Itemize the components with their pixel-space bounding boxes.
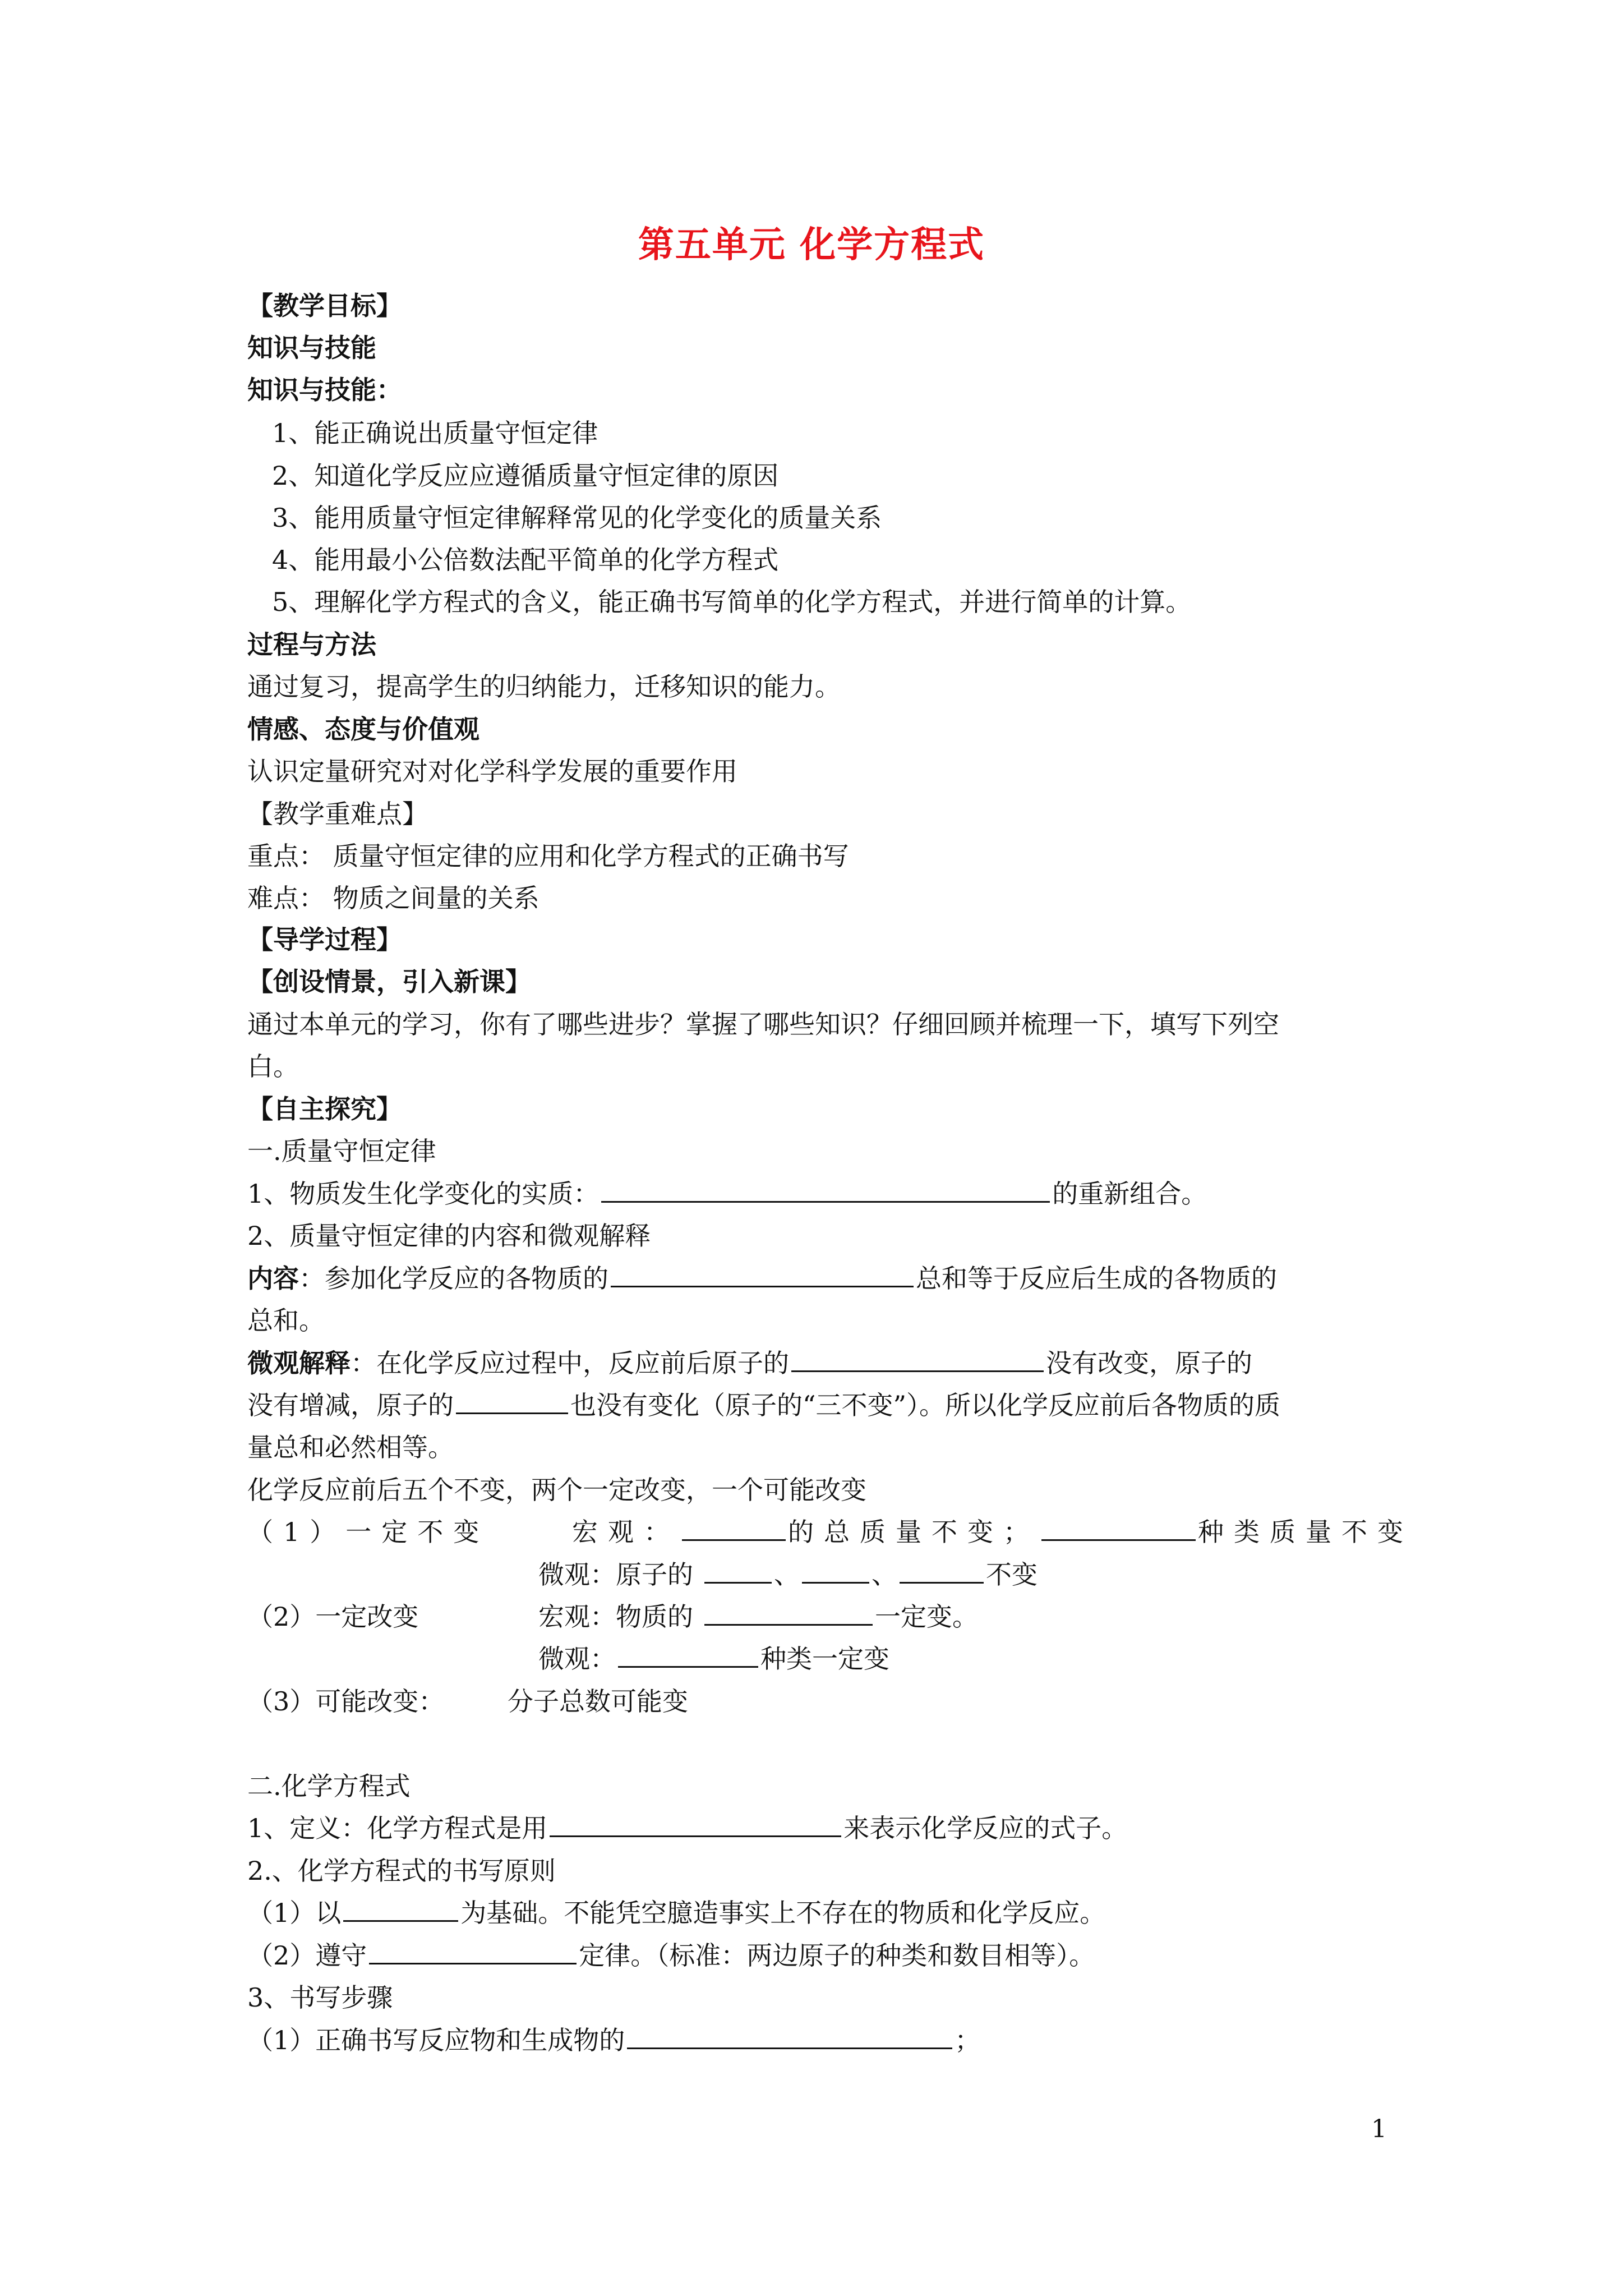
changed-label: （2）一定改变: [247, 1602, 419, 1632]
unchanged-macro: [572, 1515, 1413, 1549]
essence-prefix: 1、物质发生化学变化的实质：: [247, 1179, 600, 1209]
key-point: 重点： 质量守恒定律的应用和化学方程式的正确书写: [247, 841, 849, 871]
answer-blank[interactable]: [704, 1559, 772, 1584]
micro-line-3: 量总和必然相等。: [247, 1432, 454, 1462]
content-prefix: ：参加化学反应的各物质的: [299, 1263, 608, 1294]
section2-heading: 二.化学方程式: [247, 1771, 411, 1801]
answer-blank[interactable]: [550, 1813, 841, 1837]
intro-heading: 【创设情景，引入新课】: [247, 967, 531, 997]
essence-line: [247, 1177, 1207, 1211]
step-1: [247, 2023, 980, 2057]
content-line-cont: 总和。: [247, 1305, 325, 1336]
micro-prefix: ：在化学反应过程中，反应前后原子的: [351, 1348, 789, 1378]
definition-line: [247, 1811, 1127, 1845]
goal-item: 1、能正确说出质量守恒定律: [272, 418, 598, 448]
goal-item: 2、知道化学反应应遵循质量守恒定律的原因: [272, 461, 779, 491]
answer-blank[interactable]: [791, 1348, 1044, 1372]
separator: 、: [774, 1559, 800, 1590]
key-points-heading: 【教学重难点】: [247, 799, 428, 829]
answer-blank[interactable]: [369, 1940, 577, 1964]
knowledge-heading: 知识与技能: [247, 333, 376, 363]
answer-blank[interactable]: [900, 1559, 984, 1584]
principle-2: [247, 1939, 1095, 1972]
content-line: [247, 1262, 1277, 1295]
knowledge-heading-colon: 知识与技能：: [247, 375, 402, 405]
goal-item: 5、理解化学方程式的含义，能正确书写简单的化学方程式，并进行简单的计算。: [272, 587, 1192, 617]
micro-suffix: 没有改变，原子的: [1046, 1348, 1252, 1378]
principle-1-prefix: （1）以: [247, 1898, 342, 1928]
essence-suffix: 的重新组合。: [1052, 1179, 1207, 1209]
definition-suffix: 来表示化学反应的式子。: [843, 1813, 1128, 1843]
maybe-label: （3）可能改变：: [247, 1686, 445, 1717]
law-content-heading: 2、质量守恒定律的内容和微观解释: [247, 1221, 651, 1251]
changed-micro-suffix: 种类一定变: [760, 1644, 889, 1674]
answer-blank[interactable]: [802, 1559, 869, 1584]
unchanged-micro: [538, 1558, 1038, 1591]
answer-blank[interactable]: [682, 1517, 786, 1541]
emotion-heading: 情感、态度与价值观: [247, 714, 479, 744]
unchanged-row: [247, 1515, 489, 1549]
principle-1: [247, 1896, 1105, 1930]
unchanged-label: （1）一定不变: [247, 1517, 490, 1547]
goal-item: 3、能用质量守恒定律解释常见的化学变化的质量关系: [272, 503, 882, 533]
page-title: 第五单元 化学方程式: [638, 224, 985, 266]
maybe-text: 分子总数可能变: [508, 1686, 688, 1717]
changed-macro-prefix: 宏观：物质的: [538, 1602, 693, 1632]
explore-heading: 【自主探究】: [247, 1094, 402, 1124]
unchanged-macro-mid: 的总质量不变；: [788, 1517, 1039, 1547]
answer-blank[interactable]: [704, 1602, 873, 1626]
process-text: 通过复习，提高学生的归纳能力，迁移知识的能力。: [247, 671, 841, 702]
goal-item: 4、能用最小公倍数法配平简单的化学方程式: [272, 545, 779, 575]
guide-heading: 【导学过程】: [247, 924, 402, 955]
section1-heading: 一.质量守恒定律: [247, 1136, 436, 1166]
page-number: 1: [1371, 2115, 1387, 2143]
changed-micro-prefix: 微观：: [538, 1644, 616, 1674]
answer-blank[interactable]: [611, 1263, 914, 1287]
answer-blank[interactable]: [627, 2025, 952, 2049]
answer-blank[interactable]: [1041, 1517, 1196, 1541]
definition-prefix: 1、定义：化学方程式是用: [247, 1813, 548, 1843]
micro-label: 微观解释: [247, 1348, 351, 1378]
principle-2-suffix: 定律。（标准：两边原子的种类和数目相等）。: [579, 1940, 1095, 1971]
teaching-goals-heading: 【教学目标】: [247, 291, 402, 321]
process-heading: 过程与方法: [247, 629, 376, 660]
step-1-prefix: （1）正确书写反应物和生成物的: [247, 2025, 625, 2055]
changed-macro-suffix: 一定变。: [875, 1602, 978, 1632]
micro-text-2: 也没有变化（原子的“三不变”）。所以化学反应前后各物质的质: [570, 1390, 1281, 1420]
unchanged-micro-prefix: 微观：原子的: [538, 1559, 693, 1590]
answer-blank[interactable]: [618, 1644, 758, 1668]
principle-1-suffix: 为基础。不能凭空臆造事实上不存在的物质和化学反应。: [460, 1898, 1106, 1928]
content-label: 内容: [247, 1263, 299, 1294]
intro-text: 通过本单元的学习，你有了哪些进步？掌握了哪些知识？仔细回顾并梳理一下，填写下列空: [247, 1009, 1279, 1039]
changed-micro: [538, 1642, 889, 1676]
principle-2-prefix: （2）遵守: [247, 1940, 367, 1971]
difficult-point: 难点： 物质之间量的关系: [247, 883, 540, 913]
changed-macro: [538, 1600, 978, 1634]
answer-blank[interactable]: [456, 1390, 568, 1414]
principle-heading: 2.、化学方程式的书写原则: [247, 1856, 556, 1886]
content-suffix: 总和等于反应后生成的各物质的: [916, 1263, 1277, 1294]
answer-blank[interactable]: [601, 1179, 1050, 1203]
unchanged-macro-prefix: 宏观：: [572, 1517, 680, 1547]
answer-blank[interactable]: [343, 1898, 458, 1922]
summary-line: 化学反应前后五个不变，两个一定改变，一个可能改变: [247, 1475, 866, 1505]
separator: 、: [872, 1559, 897, 1590]
step-1-suffix: ；: [955, 2025, 981, 2055]
intro-text-cont: 白。: [247, 1051, 299, 1082]
emotion-text: 认识定量研究对对化学科学发展的重要作用: [247, 756, 737, 786]
unchanged-micro-suffix: 不变: [986, 1559, 1038, 1590]
micro-line: [247, 1346, 1252, 1380]
micro-text: 没有增减，原子的: [247, 1390, 454, 1420]
steps-heading: 3、书写步骤: [247, 1982, 393, 2013]
unchanged-macro-suffix: 种类质量不变: [1198, 1517, 1413, 1547]
micro-line-2: [247, 1388, 1280, 1422]
